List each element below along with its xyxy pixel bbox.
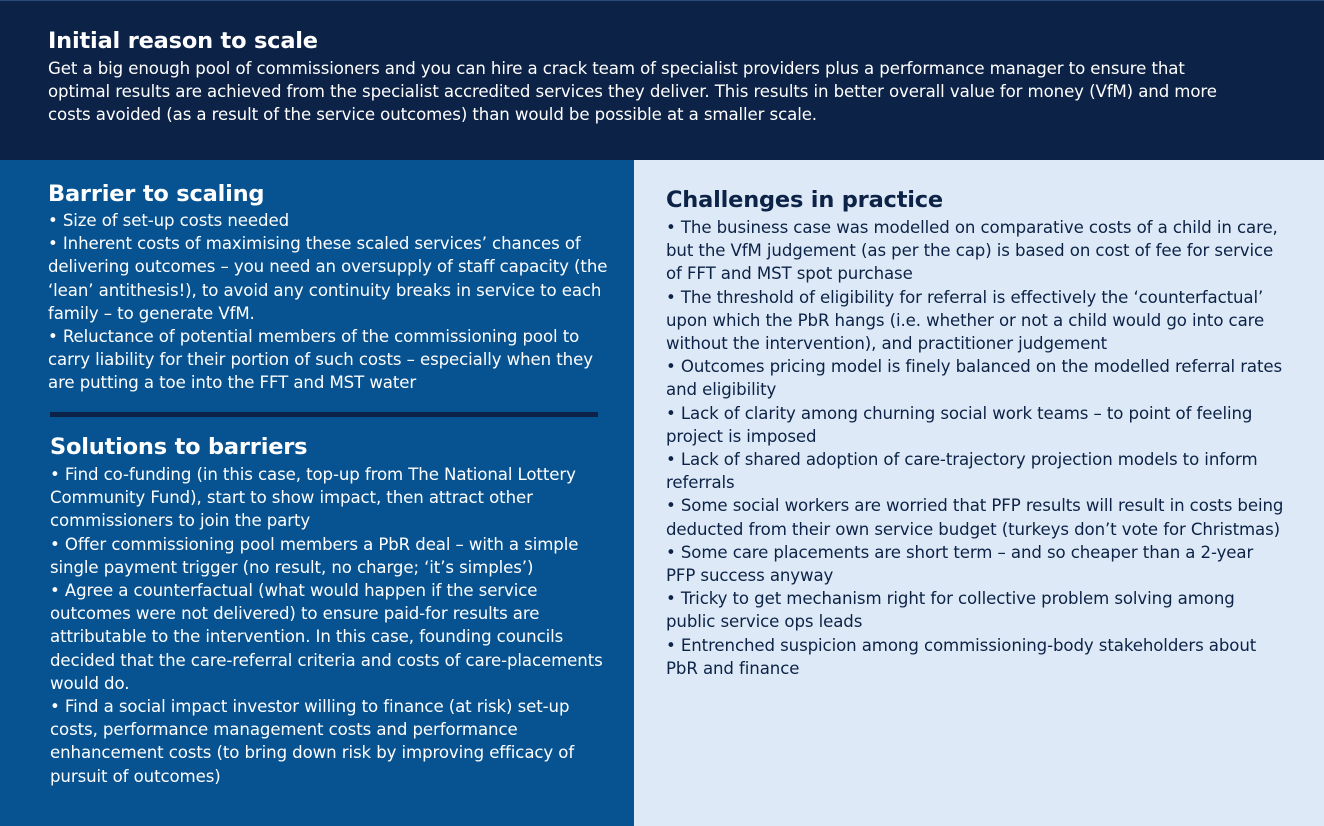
solution-item: • Find co-funding (in this case, top-up from The National Lottery Community Fund), start to show impact, then attract other commissioners to join the party xyxy=(50,465,576,531)
barrier-title: Barrier to scaling xyxy=(48,181,265,207)
initial-reason-title: Initial reason to scale xyxy=(48,28,318,54)
barrier-item: • Reluctance of potential members of the commissioning pool to carry liability for their portion of such costs – especially when they are putting a toe into the FFT and MST water xyxy=(48,327,593,393)
solution-item: • Find a social impact investor willing to finance (at risk) set-up costs, performance management costs and performance enhancement costs (to bring down risk by improving efficacy of pursuit of outcomes) xyxy=(50,697,575,786)
section-divider xyxy=(50,412,598,417)
solutions-list xyxy=(50,463,622,788)
barrier-item: • Size of set-up costs needed xyxy=(48,211,289,230)
initial-reason-panel xyxy=(0,0,1324,160)
challenges-list xyxy=(666,216,1286,680)
challenge-item: • Lack of shared adoption of care-trajectory projection models to inform referrals xyxy=(666,450,1258,493)
challenge-item: • Some social workers are worried that PFP results will result in costs being deducted from their own service budget (turkeys don’t vote for Christmas) xyxy=(666,496,1284,539)
challenge-item: • The business case was modelled on comparative costs of a child in care, but the VfM judgement (as per the cap) is based on cost of fee for service of FFT and MST spot purchase xyxy=(666,218,1278,284)
challenge-item: • Tricky to get mechanism right for collective problem solving among public service ops leads xyxy=(666,589,1235,632)
solutions-title: Solutions to barriers xyxy=(50,434,308,460)
challenge-item: • Entrenched suspicion among commissioning-body stakeholders about PbR and finance xyxy=(666,635,1257,678)
barrier-list xyxy=(48,209,618,395)
initial-reason-text: Get a big enough pool of commissioners and you can hire a crack team of specialist providers plus a performance manager to ensure that optimal results are achieved from the specialist accredited services they deliver. This results in better overall value for money (VfM) and more costs avoided (as a result of the service outcomes) than would be possible at a smaller scale. xyxy=(48,59,1217,125)
left-panel xyxy=(0,160,634,826)
challenges-title: Challenges in practice xyxy=(666,187,943,213)
challenge-item: • Lack of clarity among churning social work teams – to point of feeling project is imposed xyxy=(666,403,1253,446)
solution-item: • Offer commissioning pool members a PbR deal – with a simple single payment trigger (no result, no charge; ‘it’s simples’) xyxy=(50,534,579,577)
challenge-item: • The threshold of eligibility for referral is effectively the ‘counterfactual’ upon which the PbR hangs (i.e. whether or not a child would go into care without the intervention), and practitioner judgement xyxy=(666,287,1265,354)
challenges-panel xyxy=(634,160,1324,826)
solution-item: • Agree a counterfactual (what would happen if the service outcomes were not delivered) to ensure paid-for results are attributable to the intervention. In this case, founding councils decided that the care-referral criteria and costs of care-placements would do. xyxy=(50,581,603,693)
challenge-item: • Some care placements are short term – and so cheaper than a 2-year PFP success anyway xyxy=(666,542,1254,586)
challenge-item: • Outcomes pricing model is finely balanced on the modelled referral rates and eligibility xyxy=(666,357,1283,400)
barrier-item: • Inherent costs of maximising these scaled services’ chances of delivering outcomes – you need an oversupply of staff capacity (the ‘lean’ antithesis!), to avoid any continuity breaks in service to each family – to generate VfM. xyxy=(48,234,608,323)
